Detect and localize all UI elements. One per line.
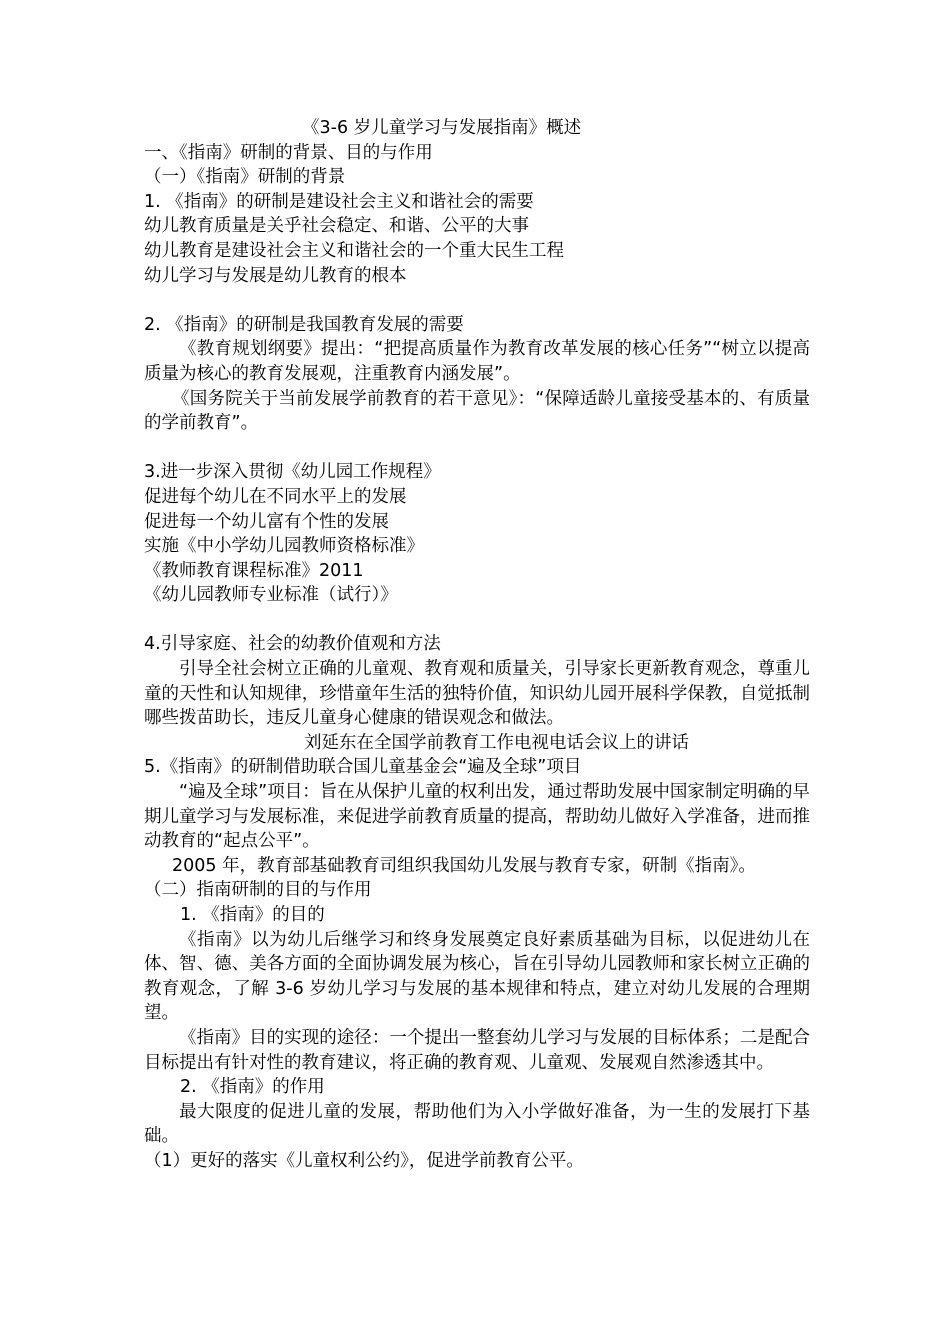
body-line: 促进每个幼儿在不同水平上的发展	[144, 486, 407, 507]
blank-line	[144, 608, 810, 633]
numbered-heading: 3.进一步深入贯彻《幼儿园工作规程》	[144, 462, 441, 483]
document-title: 《3-6 岁儿童学习与发展指南》概述	[302, 118, 582, 138]
body-line: 幼儿教育是建设社会主义和谐社会的一个重大民生工程	[144, 240, 564, 261]
citation-line: 刘延东在全国学前教育工作电视电话会议上的讲话	[304, 732, 689, 753]
body-line: 幼儿教育质量是关乎社会稳定、和谐、公平的大事	[144, 216, 529, 237]
body-line: 2005 年，教育部基础教育司组织我国幼儿发展与教育专家，研制《指南》。	[172, 855, 756, 876]
body-paragraph: 《指南》目的实现的途径：一个提出一整套幼儿学习与发展的目标体系；二是配合目标提出有针对性的教育建议，将正确的教育观、儿童观、发展观自然渗透其中。	[144, 1027, 810, 1073]
numbered-heading: 1. 《指南》的研制是建设社会主义和谐社会的需要	[144, 191, 534, 212]
blank-line	[144, 436, 810, 461]
subsection-heading: （二）指南研制的目的与作用	[144, 880, 372, 901]
body-line: 实施《中小学幼儿园教师资格标准》	[144, 536, 424, 557]
numbered-heading: 4.引导家庭、社会的幼教价值观和方法	[144, 634, 441, 655]
body-line: 《幼儿园教师专业标准（试行）》	[144, 585, 398, 606]
body-paragraph: 引导全社会树立正确的儿童观、教育观和质量关，引导家长更新教育观念，尊重儿童的天性和认知规律，珍惜童年生活的独特价值，知识幼儿园开展科学保教，自觉抵制哪些拨苗助长，违反儿童身心健康的错误观念和做法。	[144, 659, 810, 729]
document-body	[144, 116, 810, 1174]
body-line: （1）更好的落实《儿童权利公约》，促进学前教育公平。	[144, 1150, 584, 1171]
body-paragraph: 《教育规划纲要》提出：“把提高质量作为教育改革发展的核心任务”“树立以提高质量为核心的教育发展观，注重教育内涵发展”。	[144, 339, 810, 384]
section-heading: 一、《指南》研制的背景、目的与作用	[144, 142, 433, 163]
body-paragraph: 《国务院关于当前发展学前教育的若干意见》：“保障适龄儿童接受基本的、有质量的学前教育”。	[144, 388, 810, 434]
body-line: 幼儿学习与发展是幼儿教育的根本	[144, 265, 407, 286]
blank-line	[144, 288, 810, 313]
body-line: 促进每一个幼儿富有个性的发展	[144, 511, 389, 532]
numbered-heading: 5.《指南》的研制借助联合国儿童基金会“遍及全球”项目	[144, 757, 582, 778]
numbered-heading: 2. 《指南》的作用	[180, 1077, 325, 1098]
numbered-heading: 1. 《指南》的目的	[180, 905, 325, 925]
subsection-heading: （一）《指南》研制的背景	[144, 167, 346, 188]
numbered-heading: 2. 《指南》的研制是我国教育发展的需要	[144, 314, 464, 335]
body-paragraph: 最大限度的促进儿童的发展，帮助他们为入小学做好准备，为一生的发展打下基础。	[144, 1101, 810, 1147]
body-line: 《教师教育课程标准》2011	[144, 560, 364, 581]
body-paragraph: 《指南》以为幼儿后继学习和终身发展奠定良好素质基础为目标，以促进幼儿在体、智、德、美各方面的全面协调发展为核心，旨在引导幼儿园教师和家长树立正确的教育观念，了解 3-6 岁幼儿学习与发展的基本规律和特点，建立对幼儿发展的合理期望。	[144, 929, 810, 1024]
body-paragraph: “遍及全球”项目：旨在从保护儿童的权利出发，通过帮助发展中国家制定明确的早期儿童学习与发展标准，来促进学前教育质量的提高，帮助幼儿做好入学准备，进而推动教育的“起点公平”。	[144, 782, 810, 852]
